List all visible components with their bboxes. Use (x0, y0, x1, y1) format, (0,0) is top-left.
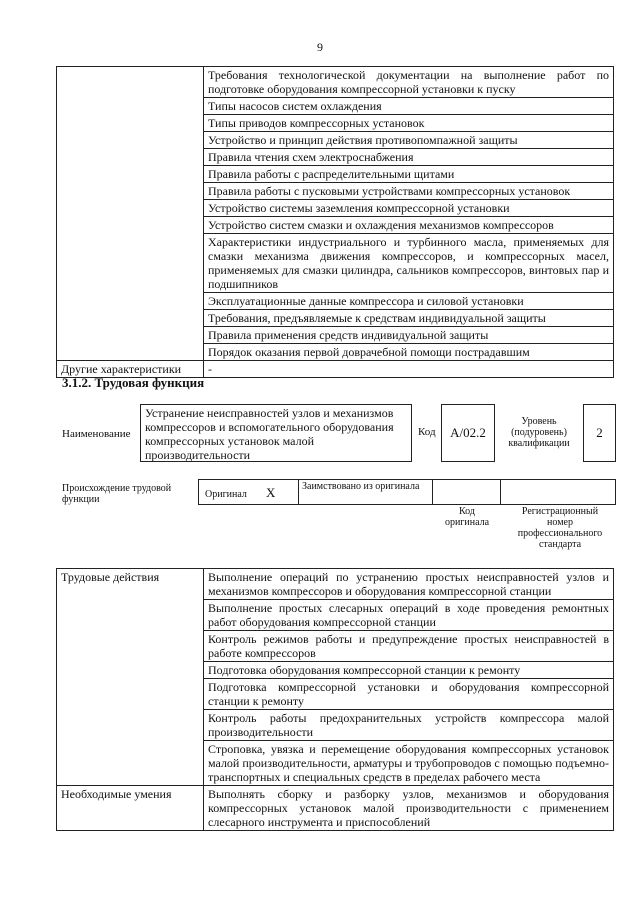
name-value: Устранение неисправностей узлов и механизмов компрессоров и вспомогательного оборудования компрессорных установок малой производительности (145, 406, 394, 462)
code-value: А/02.2 (450, 425, 486, 440)
knowledge-row: Типы приводов компрессорных установок (204, 115, 614, 132)
page-number: 9 (317, 40, 323, 54)
level-label: Уровень (подуровень) квалификации (508, 416, 570, 449)
level-value: 2 (596, 425, 603, 440)
skill-row: Выполнять сборку и разборку узлов, механизмов и оборудования компрессорных установок малой производительности с применением слесарного инструмента и приспособлений (204, 786, 614, 831)
action-row: Выполнение простых слесарных операций в ходе проведения ремонтных работ оборудования компрессорной станции (204, 600, 614, 631)
name-label: Наименование (62, 428, 131, 440)
code-label: Код (418, 426, 436, 438)
knowledge-row: Типы насосов систем охлаждения (204, 98, 614, 115)
knowledge-row: Правила работы с пусковыми устройствами компрессорных установок (204, 183, 614, 200)
code-box (441, 404, 495, 462)
other-characteristics-value: - (204, 361, 614, 378)
actions-label: Трудовые действия (57, 569, 204, 786)
origin-divider (432, 479, 433, 504)
borrowed-label: Заимствовано из оригинала (302, 481, 420, 492)
knowledge-row: Порядок оказания первой доврачебной помощи пострадавшим (204, 344, 614, 361)
origin-divider (500, 479, 501, 504)
reg-number-caption: Регистрационный номер профессионального стандарта (517, 506, 603, 550)
action-row: Подготовка компрессорной установки и оборудования компрессорной станции к ремонту (204, 679, 614, 710)
knowledge-row: Устройство и принцип действия противопомпажной защиты (204, 132, 614, 149)
skills-label: Необходимые умения (57, 786, 204, 831)
actions-table (56, 568, 614, 831)
action-row: Контроль работы предохранительных устройств компрессора малой производительности (204, 710, 614, 741)
action-row: Контроль режимов работы и предупреждение простых неисправностей в работе компрессоров (204, 631, 614, 662)
original-mark: X (266, 485, 276, 500)
other-characteristics-label: Другие характеристики (57, 361, 204, 378)
knowledge-row: Правила чтения схем электроснабжения (204, 149, 614, 166)
knowledge-row: Характеристики индустриального и турбинного масла, применяемых для смазки механизма движения компрессоров, и компрессорных масел, применяемых для смазки цилиндра, сальников компрессоров, винтовых пар и подшипников (204, 234, 614, 293)
knowledge-row: Правила применения средств индивидуальной защиты (204, 327, 614, 344)
knowledge-row: Устройство систем смазки и охлаждения механизмов компрессоров (204, 217, 614, 234)
knowledge-row: Устройство системы заземления компрессорной установки (204, 200, 614, 217)
section-title: 3.1.2. Трудовая функция (62, 375, 205, 390)
knowledge-row: Эксплуатационные данные компрессора и силовой установки (204, 293, 614, 310)
name-box (140, 404, 412, 462)
knowledge-left-cell (57, 67, 204, 361)
origin-divider (298, 479, 299, 504)
knowledge-row: Требования, предъявляемые к средствам индивидуальной защиты (204, 310, 614, 327)
origin-label: Происхождение трудовой функции (62, 483, 172, 505)
level-box (583, 404, 616, 462)
knowledge-row: Правила работы с распределительными щитами (204, 166, 614, 183)
knowledge-table (56, 66, 614, 378)
action-row: Подготовка оборудования компрессорной станции к ремонту (204, 662, 614, 679)
action-row: Строповка, увязка и перемещение оборудования компрессорных установок малой производительности, арматуры и трубопроводов с помощью подъемно-транспортных и специальных средств в пределах рабочего места (204, 741, 614, 786)
action-row: Выполнение операций по устранению простых неисправностей узлов и механизмов компрессоров и оборудования компрессорной станции (204, 569, 614, 600)
original-label: Оригинал (205, 489, 247, 500)
knowledge-row: Требования технологической документации на выполнение работ по подготовке оборудования компрессорной установки к пуску (204, 67, 614, 98)
code-origin-caption: Код оригинала (444, 506, 490, 528)
